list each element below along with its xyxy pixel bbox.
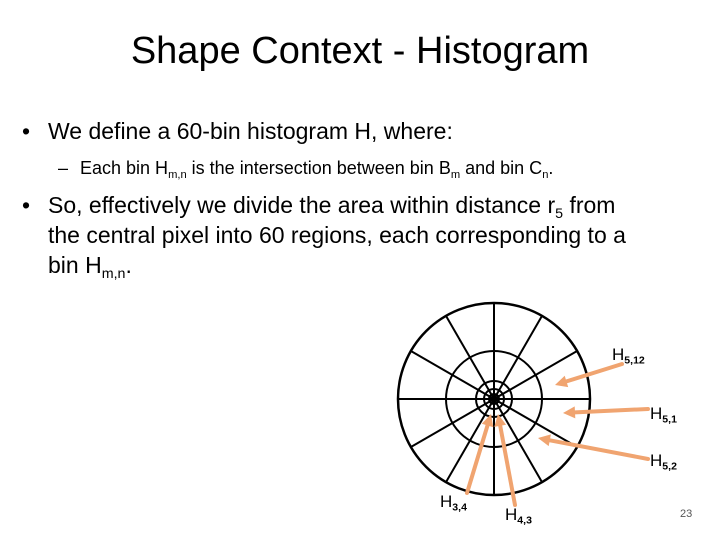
spoke-3 — [494, 316, 542, 399]
bullet-1-text: We define a 60-bin histogram H, where: — [48, 118, 453, 144]
label-h-5-2: $H_{5,2}$ — [650, 451, 677, 473]
sub-bullet-text: Each bin $H_{m,n}$ is the intersection between bin $B_m$ and bin $C_n$. — [80, 158, 554, 181]
arrow-h-5-2 — [538, 434, 648, 459]
arrow-h-5-1 — [563, 406, 648, 418]
page-number: 23 — [680, 508, 693, 520]
spoke-12 — [494, 399, 577, 447]
label-h-4-3: $H_{4,3}$ — [505, 505, 532, 527]
spoke-5 — [446, 316, 494, 399]
label-h-3-4: $H_{3,4}$ — [440, 492, 467, 514]
label-h-5-12: $H_{5,12}$ — [612, 345, 645, 367]
arrow-h-4-3 — [494, 414, 515, 505]
bullet-2-line-3: bin $H_{m,n}$. — [48, 252, 132, 282]
sub-bullet-marker: – — [58, 158, 69, 178]
arrow-h-3-4 — [467, 414, 493, 493]
bullet-2-line-1: So, effectively we divide the area within distance $r_5$ from — [48, 192, 616, 222]
bullet-marker: • — [22, 118, 31, 144]
spoke-6 — [411, 351, 494, 399]
bullet-marker: • — [22, 192, 31, 218]
label-h-5-1: $H_{5,1}$ — [650, 404, 677, 426]
bullet-2-line-2: the central pixel into 60 regions, each corresponding to a — [48, 222, 626, 248]
slide-title: Shape Context - Histogram — [130, 30, 590, 72]
spoke-2 — [494, 351, 577, 399]
spoke-9 — [446, 399, 494, 482]
